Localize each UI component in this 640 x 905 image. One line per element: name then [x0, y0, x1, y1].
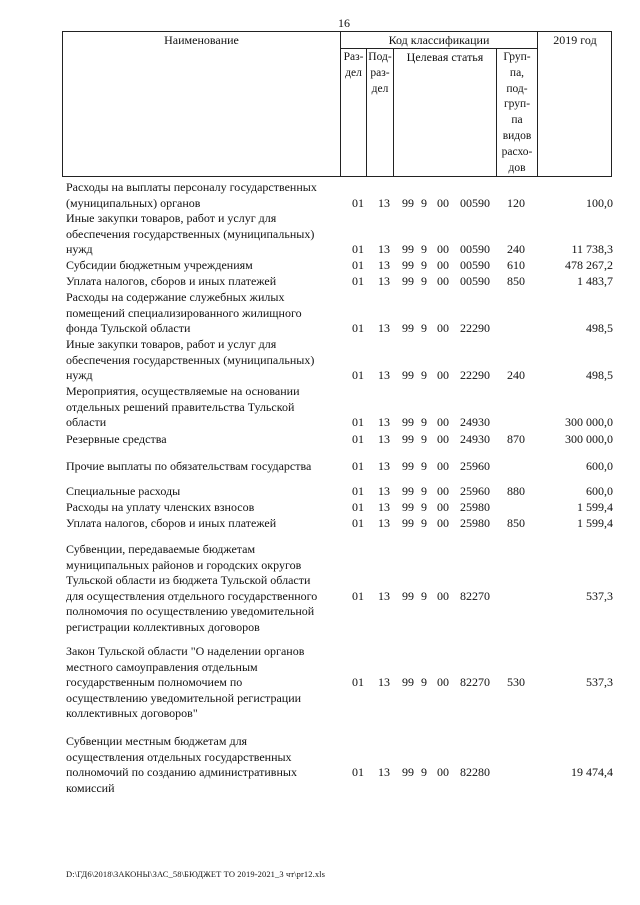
row-target-1: 99: [402, 516, 414, 530]
row-target-3: 00: [437, 516, 449, 530]
row-expense-group: 240: [507, 368, 525, 382]
row-target-1: 99: [402, 242, 414, 256]
row-podrazdel: 13: [378, 459, 390, 473]
row-target-2: 9: [421, 516, 427, 530]
row-razdel: 01: [352, 500, 364, 514]
header-divider: [393, 48, 394, 177]
table-row: [66, 644, 614, 722]
row-target-3: 00: [437, 484, 449, 498]
row-name: Расходы на выплаты персоналу государственных (муниципальных) органов: [66, 180, 317, 210]
row-amount: 1 483,7: [577, 274, 613, 288]
row-razdel: 01: [352, 242, 364, 256]
table-row: [66, 484, 614, 500]
row-target-2: 9: [421, 195, 427, 210]
row-expense-group: 870: [507, 432, 525, 446]
row-razdel: 01: [352, 459, 364, 473]
row-amount: 537,3: [586, 588, 613, 603]
row-amount: 498,5: [586, 368, 613, 382]
row-target-3: 00: [437, 765, 449, 779]
row-podrazdel: 13: [378, 588, 390, 603]
row-podrazdel: 13: [378, 258, 390, 272]
row-target-2: 9: [421, 415, 427, 429]
row-expense-group: 850: [507, 274, 525, 288]
row-podrazdel: 13: [378, 274, 390, 288]
row-target-2: 9: [421, 588, 427, 603]
row-podrazdel: 13: [378, 500, 390, 514]
header-name: Наименование: [164, 33, 239, 47]
row-target-3: 00: [437, 432, 449, 446]
row-podrazdel: 13: [378, 484, 390, 498]
row-target-2: 9: [421, 242, 427, 256]
header-divider: [340, 48, 537, 49]
row-target-3: 00: [437, 415, 449, 429]
row-podrazdel: 13: [378, 368, 390, 382]
row-target-1: 99: [402, 195, 414, 210]
row-name: Уплата налогов, сборов и иных платежей: [66, 274, 277, 288]
row-expense-group: 120: [507, 195, 525, 210]
row-name: Резервные средства: [66, 432, 167, 446]
row-amount: 600,0: [586, 484, 613, 498]
row-name: Субвенции, передаваемые бюджетам муниципальных районов и городских округов Тульской области из бюджета Тульской области для осуществления отдельного государственного полномочия по осуществлению уведомительной регистрации коллективных договоров: [66, 542, 318, 634]
row-podrazdel: 13: [378, 516, 390, 530]
table-row: [66, 274, 614, 290]
row-razdel: 01: [352, 765, 364, 779]
row-target-1: 99: [402, 675, 414, 689]
header-year: 2019 год: [553, 33, 597, 47]
row-razdel: 01: [352, 415, 364, 429]
table-row: [66, 516, 614, 532]
row-target-1: 99: [402, 274, 414, 288]
row-target-1: 99: [402, 765, 414, 779]
table-row: [66, 432, 614, 448]
row-razdel: 01: [352, 484, 364, 498]
row-target-2: 9: [421, 274, 427, 288]
row-razdel: 01: [352, 321, 364, 335]
row-amount: 600,0: [586, 459, 613, 473]
row-target-2: 9: [421, 484, 427, 498]
row-razdel: 01: [352, 432, 364, 446]
row-razdel: 01: [352, 274, 364, 288]
row-target-1: 99: [402, 588, 414, 603]
row-expense-group: 610: [507, 258, 525, 272]
row-podrazdel: 13: [378, 765, 390, 779]
table-row: [66, 258, 614, 274]
header-code-classification: Код классификации: [388, 33, 490, 47]
row-target-4: 82280: [460, 765, 490, 779]
row-target-4: 00590: [460, 258, 490, 272]
table-header: [62, 31, 612, 177]
row-target-1: 99: [402, 258, 414, 272]
page-number: 16: [338, 16, 350, 30]
row-name: Субвенции местным бюджетам для осуществления отдельных государственных полномочий по созданию административных комиссий: [66, 734, 297, 795]
row-target-3: 00: [437, 459, 449, 473]
row-expense-group: 530: [507, 675, 525, 689]
row-razdel: 01: [352, 368, 364, 382]
footer-file-path: D:\ГД6\2018\ЗАКОНЫ\ЗАС_58\БЮДЖЕТ ТО 2019-2021_3 чт\pr12.xls: [66, 869, 326, 879]
row-target-1: 99: [402, 321, 414, 335]
row-target-4: 00590: [460, 195, 490, 210]
row-target-1: 99: [402, 459, 414, 473]
row-target-4: 25960: [460, 484, 490, 498]
row-name: Субсидии бюджетным учреждениям: [66, 258, 253, 272]
table-row: [66, 734, 614, 796]
row-target-3: 00: [437, 588, 449, 603]
row-expense-group: 880: [507, 484, 525, 498]
row-amount: 19 474,4: [571, 765, 613, 779]
row-target-3: 00: [437, 258, 449, 272]
row-podrazdel: 13: [378, 242, 390, 256]
row-target-3: 00: [437, 675, 449, 689]
row-name: Мероприятия, осуществляемые на основании отдельных решений правительства Тульской области: [66, 384, 300, 429]
row-target-3: 00: [437, 368, 449, 382]
row-target-3: 00: [437, 195, 449, 210]
row-target-4: 24930: [460, 415, 490, 429]
row-amount: 1 599,4: [577, 516, 613, 530]
row-razdel: 01: [352, 195, 364, 210]
row-name: Расходы на уплату членских взносов: [66, 500, 255, 514]
table-row: [66, 459, 614, 475]
table-row: [66, 180, 614, 211]
row-podrazdel: 13: [378, 321, 390, 335]
row-podrazdel: 13: [378, 195, 390, 210]
row-target-1: 99: [402, 415, 414, 429]
row-target-4: 24930: [460, 432, 490, 446]
row-target-2: 9: [421, 321, 427, 335]
header-group: Груп- па, под- груп- па видов расхо- дов: [501, 51, 533, 174]
row-razdel: 01: [352, 588, 364, 603]
row-target-1: 99: [402, 432, 414, 446]
row-target-4: 25960: [460, 459, 490, 473]
row-target-4: 82270: [460, 588, 490, 603]
row-target-2: 9: [421, 459, 427, 473]
table-row: [66, 542, 614, 635]
table-row: [66, 337, 614, 384]
row-name: Закон Тульской области "О наделении органов местного самоуправления отдельным государственным полномочием по осуществлению уведомительной регистрации коллективных договоров": [66, 644, 305, 720]
row-amount: 300 000,0: [565, 415, 613, 429]
row-amount: 300 000,0: [565, 432, 613, 446]
row-amount: 100,0: [586, 195, 613, 210]
table-row: [66, 290, 614, 337]
row-target-2: 9: [421, 765, 427, 779]
row-target-4: 00590: [460, 274, 490, 288]
header-podrazdel: Под- раз- дел: [368, 51, 392, 95]
row-target-1: 99: [402, 500, 414, 514]
row-amount: 1 599,4: [577, 500, 613, 514]
row-amount: 537,3: [586, 675, 613, 689]
row-target-3: 00: [437, 500, 449, 514]
row-name: Прочие выплаты по обязательствам государства: [66, 459, 312, 473]
row-amount: 11 738,3: [571, 242, 613, 256]
row-target-2: 9: [421, 258, 427, 272]
row-razdel: 01: [352, 258, 364, 272]
row-target-3: 00: [437, 321, 449, 335]
row-name: Специальные расходы: [66, 484, 181, 498]
table-row: [66, 384, 614, 431]
row-name: Расходы на содержание служебных жилых помещений специализированного жилищного фонда Тульской области: [66, 290, 302, 335]
table-row: [66, 500, 614, 516]
row-razdel: 01: [352, 516, 364, 530]
header-target-article: Целевая статья: [406, 50, 484, 64]
row-target-2: 9: [421, 500, 427, 514]
row-podrazdel: 13: [378, 675, 390, 689]
row-name: Иные закупки товаров, работ и услуг для обеспечения государственных (муниципальных) нужд: [66, 211, 315, 256]
header-razdel: Раз- дел: [343, 51, 364, 79]
row-name: Уплата налогов, сборов и иных платежей: [66, 516, 277, 530]
row-target-4: 25980: [460, 516, 490, 530]
row-podrazdel: 13: [378, 415, 390, 429]
row-name: Иные закупки товаров, работ и услуг для обеспечения государственных (муниципальных) нужд: [66, 337, 315, 382]
row-amount: 478 267,2: [565, 258, 613, 272]
row-razdel: 01: [352, 675, 364, 689]
row-target-1: 99: [402, 484, 414, 498]
row-target-2: 9: [421, 432, 427, 446]
row-expense-group: 850: [507, 516, 525, 530]
row-target-4: 82270: [460, 675, 490, 689]
row-target-2: 9: [421, 675, 427, 689]
row-podrazdel: 13: [378, 432, 390, 446]
row-target-1: 99: [402, 368, 414, 382]
table-row: [66, 211, 614, 258]
row-target-3: 00: [437, 274, 449, 288]
header-divider: [537, 32, 538, 177]
row-target-2: 9: [421, 368, 427, 382]
row-target-4: 25980: [460, 500, 490, 514]
row-expense-group: 240: [507, 242, 525, 256]
row-target-3: 00: [437, 242, 449, 256]
row-target-4: 22290: [460, 321, 490, 335]
row-target-4: 00590: [460, 242, 490, 256]
row-amount: 498,5: [586, 321, 613, 335]
row-target-4: 22290: [460, 368, 490, 382]
